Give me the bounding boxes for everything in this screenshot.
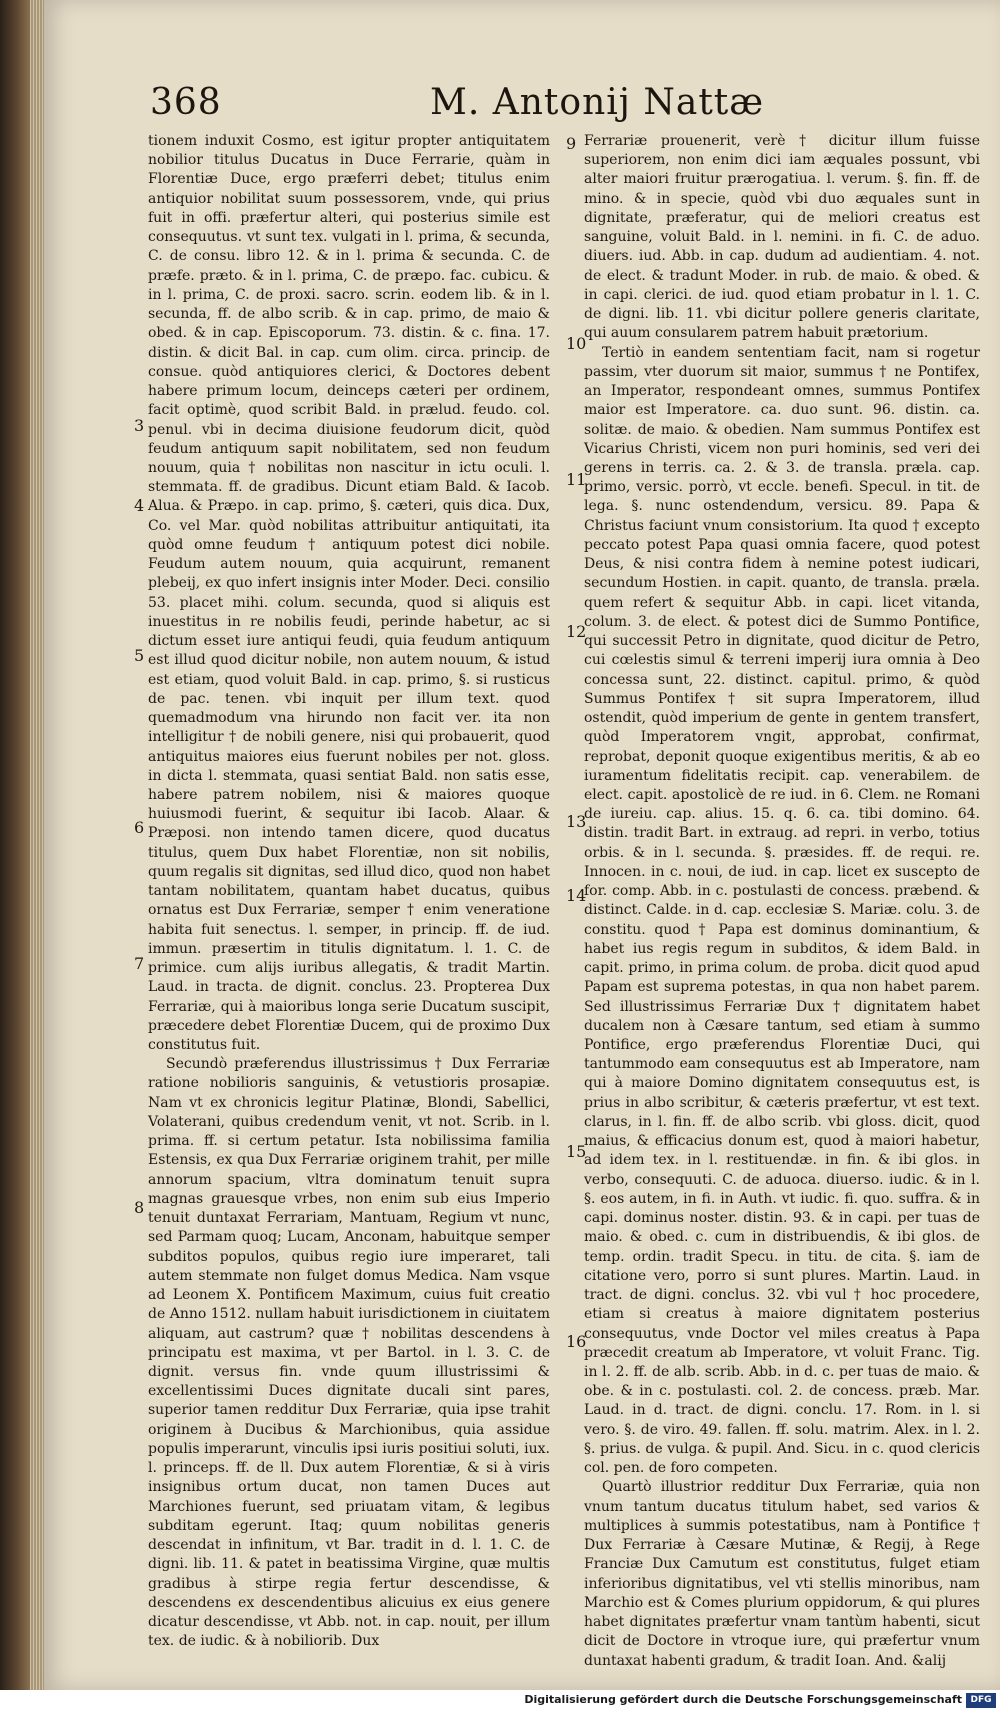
- right-paragraph: Quartò illustrior redditur Dux Ferrariæ, quia non vnum tantum ducatus titulum habet, sed varios & multiplices à summis potestatibus, nam à Pontifice † Dux Ferrariæ à Cæsare Mutinæ, & Regij, à Rege Franciæ Dux Camutum est constitutus, fulget etiam inferioribus dignitatibus, vel vti stellis minoribus, nam Marchio est & Comes plurium oppidorum, & qui plures habet dignitates præfertur vnam tantùm habenti, sicut dicit de Doctore in vtroque iure, qui præfertur vnum duntaxat habenti gradum, & tradit Ioan. And. &alij: [584, 1479, 980, 1669]
- margin-number: 7: [134, 954, 145, 973]
- margin-number: 14: [566, 886, 587, 905]
- dfg-logo: DFG: [966, 1693, 996, 1708]
- margin-number: 15: [566, 1142, 587, 1161]
- book-binding: [0, 0, 30, 1712]
- left-paragraph: tionem induxit Cosmo, est igitur propter antiquitatem nobilior titulus Ducatus in Duce Ferrarie, quàm in Florentiæ Duce, ergo præferri debet; titulus enim antiquior nobilitat suum possessorem, vnde, qui prius fuit in offi. præfertur alteri, qui posterius simile est consequutus. vt sunt tex. vulgati in l. prima, & secunda, C. de consu. libro 12. & in l. prima & secunda. C. de præfe. præto. & in l. prima, C. de præpo. fac. cubicu. & in l. prima, C. de proxi. sacro. scrin. eodem lib. & in l. secunda, ff. de albo scrib. & in cap. primo, de maio & obed. & in cap. Episcoporum. 73. distin. & c. fina. 17. distin. & dicit Bal. in cap. cum olim. circa. princip. de consue. quòd antiquiores clerici, & Doctores debent habere primum locum, deinceps cæteri per ordinem, facit optimè, quod scribit Bald. in prælud. feudo. col. penul. vbi in decima diuisione feudorum dicit, quòd feudum antiquum sapit nobilitatem, sed non feudum nouum, quia † nobilitas non nascitur in ictu oculi. l. stemmata. ff. de gradibus. Dicunt etiam Bald. & Iacob. Alua. & Præpo. in cap. primo, §. cæteri, quis dica. Dux, Co. vel Mar. quòd nobilitas attribuitur antiquitati, ita quòd omne feudum † antiquum potest dici nobile. Feudum autem nouum, quia acquirunt, remanent plebeij, ex quo infert insignis inter Moder. Deci. consilio 53. placet mihi. colum. secunda, quod si aliquis est inuestitus in re nobilis feudi, perinde habetur, ac si dictum esset iure antiqui feudi, quia feudum antiquum est illud quod dicitur nobile, non autem nouum, & istud est etiam, quod voluit Bald. in cap. primo, §. si rusticus de pac. tenen. vbi inquit per illum text. quod quemadmodum vna hirundo non facit ver. ita non intelligitur † de nobili genere, nisi qui probauerit, quod antiquitus maiores eius fuerunt nobiles per not. gloss. in dicta l. stemmata, quasi sentiat Bald. non satis esse, habere patrem nobilem, nisi & maiores quoque huiusmodi fuerint, & sequitur ibi Iacob. Alaar. & Præposi. non intendo tamen dicere, quod ducatus titulus, quem Dux habet Florentiæ, non sit nobilis, quum regalis sit dignitas, sed illud dico, quod non habet tantam nobilitatem, quantam habet ducatus, quibus ornatus est Dux Ferrariæ, semper † enim veneratione habita fuit senectus. l. semper, in princip. ff. de iud. immun. præsertim in titulis dignitatum. l. 1. C. de primice. cum alijs iuribus allegatis, & tradit Martin. Laud. in tracta. de dignit. conclus. 23. Propterea Dux Ferrariæ, qui à maioribus longa serie Ducatum suscipit, præcedere debet Florentiæ Ducem, qui de proximo Dux constitutus fuit.: [148, 133, 550, 1054]
- page-number: 368: [150, 82, 222, 123]
- margin-number: 10: [566, 334, 587, 353]
- margin-number: 4: [134, 496, 145, 515]
- margin-number: 12: [566, 622, 587, 641]
- left-column: [148, 132, 550, 1652]
- margin-number: 5: [134, 646, 145, 665]
- right-column: [584, 132, 980, 1671]
- right-paragraph: Tertiò in eandem sententiam facit, nam si rogetur passim, vter duorum sit maior, summus † ne Pontifex, an Imperator, respondeant omnes, summus Pontifex maior est Imperatore. ca. duo sunt. 96. distin. ca. solitæ. de maio. & obedien. Nam summus Pontifex est Vicarius Christi, vicem non puri hominis, sed veri dei gerens in terris. ca. 2. & 3. de transla. præla. cap. primo, versic. porrò, vt eccle. benefi. Specul. in tit. de lega. §. nunc ostendendum, versicu. 89. Papa & Christus faciunt vnum consistorium. Ita quod † excepto peccato potest Papa quasi omnia facere, quod potest Deus, & nisi contra fidem à nemine potest iudicari, secundum Hostien. in capit. quanto, de transla. præla. quem refert & sequitur Abb. in capi. licet vitanda, colum. 3. de elect. & potest dici de Summo Pontifice, qui successit Petro in dignitate, quod dicitur de Petro, cui cœlestis simul & terreni imperij iura omnia à Deo concessa sunt, 22. distinct. capitul. primo, & quòd Summus Pontifex † sit supra Imperatorem, illud ostendit, quòd imperium de gente in gentem transfert, quòd Imperatorem vngit, approbat, confirmat, reprobat, deponit quoque exigentibus meritis, & ab eo iuramentum fidelitatis recipit. cap. venerabilem. de elect. capit. apostolicè de re iud. in 6. Clem. ne Romani de iureiu. cap. alius. 15. q. 6. ca. tibi domino. 64. distin. tradit Bart. in extraug. ad repri. in verbo, totius orbis. & in l. secunda. §. præsides. ff. de requi. re. Innocen. in c. noui, de iud. in cap. licet ex suscepto de for. comp. Abb. in c. postulasti de concess. præbend. & distinct. Calde. in d. cap. ecclesiæ S. Mariæ. colu. 3. de constitu. quod † Papa est dominus dominantium, & habet ius regis regum in subditos, & idem Bald. in capit. primo, in prima colum. de proba. dicit quod apud Papam est suprema potestas, in qua non habet parem. Sed illustrissimus Ferrariæ Dux † dignitatem habet ducalem non à Cæsare tantum, sed etiam à summo Pontifice, ergo præferendus Florentiæ Duci, qui tantummodo eam consequutus est ab Imperatore, nam qui à maiore Domino dignitatem consequutus est, is prius in albo scribitur, & cæteris præfertur, vt est text. clarus, in l. fin. ff. de albo scrib. vbi gloss. dicit, quod maius, & efficacius donum est, quod à maiori habetur, ad idem tex. in l. restituendæ. in fin. & ibi glos. in verbo, consequuti. C. de aduoca. diuerso. iudic. & in l. §. eos autem, in fi. in Auth. vt iudic. fi. quo. suffra. & in capi. dominus noster. distin. 93. & in capi. per tuas de maio. & obed. c. cum in distribuendis, & ibi glos. de temp. ordin. tradit Specu. in titu. de cita. §. iam de citatione vero, porro si sunt plures. Martin. Laud. in tract. de digni. conclus. 32. vbi vul † hoc procedere, etiam si creatus à maiore dignitatem posterius consequutus, vnde Doctor vel miles creatus à Papa præcedit creatum ab Imperatore, vt voluit Franc. Tig. in l. 2. ff. de alb. scrib. Abb. in d. c. per tuas de maio. & obe. & in c. postulasti. col. 2. de concess. præb. Mar. Laud. in d. tract. de digni. conclu. 17. Rom. in l. si vero. §. de viro. 49. fallen. ff. solu. matrim. Alex. in l. 2. §. prius. de vulga. & pupil. And. Sicu. in c. quod clericis col. pen. de foro competen.: [584, 344, 980, 1477]
- right-paragraph: Ferrariæ prouenerit, verè † dicitur illum fuisse superiorem, non enim dici iam æquales possunt, vbi alter maiori fruitur prærogatiua. l. verum. §. fin. ff. de mino. & in specie, quòd vbi duo æquales sunt in dignitate, præferatur, qui de meliori creatus est sanguine, voluit Bald. in l. nemini. in fi. C. de aduo. diuers. iud. Abb. in cap. dudum ad audientiam. 4. not. de elect. & tradunt Moder. in rub. de maio. & obed. & in capi. clerici. de iud. quod etiam probatur in l. 1. C. de digni. lib. 11. vbi dicitur pollere generis claritate, qui auum consularem patrem habuit prætorium.: [584, 133, 980, 342]
- left-paragraph: Secundò præferendus illustrissimus † Dux Ferrariæ ratione nobilioris sanguinis, & vetustioris prosapiæ. Nam vt ex chronicis legitur Platinæ, Blondi, Sabellici, Volaterani, quibus credendum venit, vt not. Scrib. in l. prima. ff. si certum petatur. Ista nobilissima familia Estensis, ex qua Dux Ferrariæ originem trahit, per mille annorum spacium, vltra dominatum tenuit supra magnas grauesque vrbes, non enim sub eius Imperio tenuit duntaxat Ferrariam, Mantuam, Regium vt nunc, sed Parmam quoq; Lucam, Anconam, habuitque semper subditos populos, quibus regio iure imperaret, tali autem stemmate non fulget domus Medica. Nam vsque ad Leonem X. Pontificem Maximum, cuius fuit creatio de Anno 1512. nullam habuit iurisdictionem in ciuitatem aliquam, aut castrum? quæ † nobilitas descendens à principatu est maxima, vt per Bartol. in l. 3. C. de dignit. versus fin. vnde quum illustrissimi & excellentissimi Duces dignitate ducali sint pares, superior tamen redditur Dux Ferrariæ, quia ipse trahit originem à Ducibus & Marchionibus, quia assidue populis imperarunt, vinculis ipsi iuris positiui soluti, iux. l. princeps. ff. de ll. Dux autem Florentiæ, & si à viris insignibus ortum ducat, non tamen Duces aut Marchiones fuerunt, sed priuatam vitam, & legibus subditam egerunt. Itaq; quum nobilitas generis descendat in infinitum, vt Bar. tradit in d. l. 1. C. de digni. lib. 11. & patet in beatissima Virgine, quæ multis gradibus à stirpe regia fertur descendisse, & descendens ex descendentibus alicuius ex eius genere dicatur descendisse, vt Abb. not. in cap. nouit, per illum tex. de iudic. & à nobiliorib. Dux: [148, 1056, 550, 1650]
- margin-number: 3: [134, 416, 145, 435]
- funding-credit: Digitalisierung gefördert durch die Deutsche Forschungsgemeinschaft: [524, 1693, 962, 1706]
- margin-number: 6: [134, 818, 145, 837]
- margin-number: 11: [566, 470, 587, 489]
- margin-number: 13: [566, 812, 587, 831]
- margin-number: 8: [134, 1198, 145, 1217]
- page-header: [150, 82, 990, 134]
- margin-number: 9: [566, 134, 577, 153]
- margin-number: 16: [566, 1332, 587, 1351]
- digitization-footer: [0, 1690, 1000, 1712]
- running-title: M. Antonij Nattæ: [430, 82, 765, 123]
